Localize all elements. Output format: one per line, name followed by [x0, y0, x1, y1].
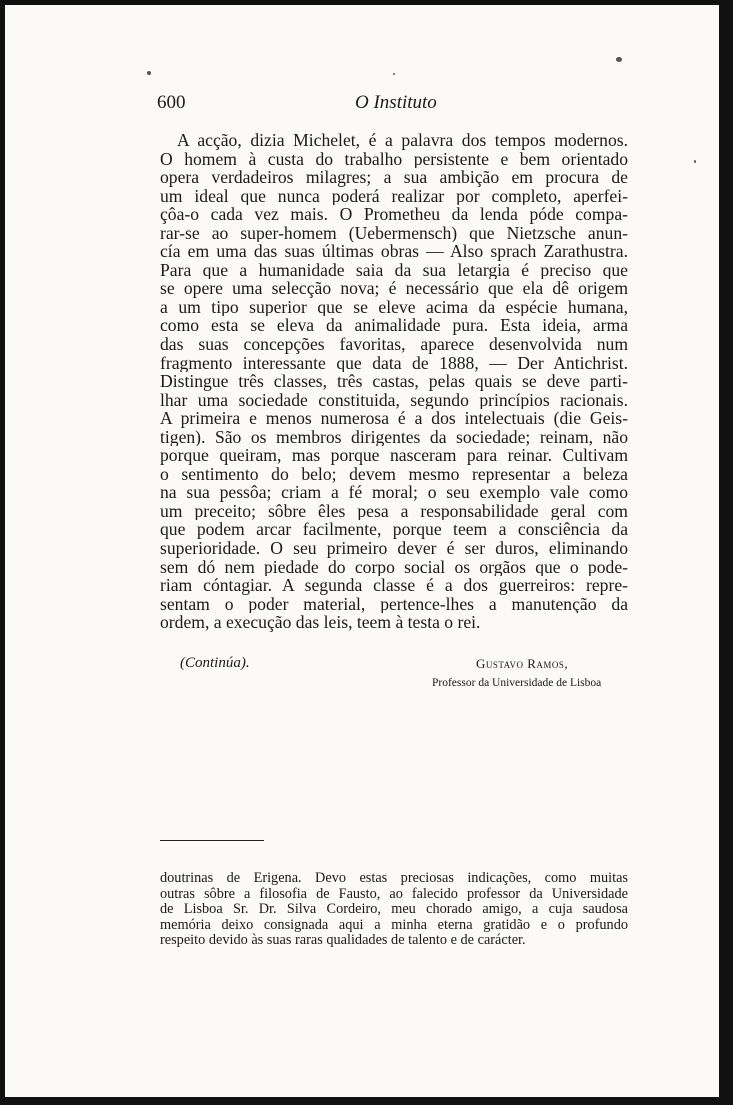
footnote	[160, 871, 628, 949]
text-line: superioridade. O seu primeiro dever é ser duros, eliminando	[160, 539, 628, 558]
text-line: das suas concepções favoritas, aparece desenvolvida num	[160, 335, 628, 354]
text-line: A primeira e menos numerosa é a dos intelectuais (die Geis-	[160, 409, 628, 428]
text-line: sem dó nem piedade do corpo social os orgãos que o pode-	[160, 557, 628, 577]
text-line: ordem, a execução das leis, teem à testa o rei.	[160, 613, 481, 632]
footnote-line: doutrinas de Erigena. Devo estas preciosas indicações, como muitas	[160, 871, 628, 886]
author-name: Gustavo Ramos,	[476, 656, 569, 671]
text-line: na sua pessôa; criam a fé moral; o seu exemplo vale como	[160, 483, 628, 502]
text-line: sentam o poder material, pertence-lhes a manutenção da	[160, 594, 628, 614]
scan-speck	[147, 71, 151, 75]
text-line: Distingue três classes, três castas, pelas quais se deve parti-	[160, 372, 628, 391]
text-line: tigen). São os membros dirigentes da sociedade; reinam, não	[160, 427, 628, 447]
text-line: Para que a humanidade saia da sua letargia é preciso que	[160, 260, 628, 280]
text-line: çôa-o cada vez mais. O Prometheu da lenda póde compa-	[160, 205, 628, 224]
text-line: um preceito; sôbre êles pesa a responsabilidade geral com	[160, 501, 628, 521]
scan-speck	[616, 57, 622, 62]
text-line: riam cóntagiar. A segunda classe é a dos guerreiros: repre-	[160, 576, 628, 595]
footnote-rule	[160, 840, 264, 841]
text-line: como esta se eleva da animalidade pura. Esta ideia, arma	[160, 316, 628, 336]
text-line: O homem à custa do trabalho persistente e bem orientado	[160, 149, 628, 169]
text-line: lhar uma sociedade constituida, segundo princípios racionais.	[160, 390, 628, 410]
text-line: um ideal que nunca poderá realizar por completo, aperfei-	[160, 186, 628, 206]
scan-speck	[393, 73, 395, 75]
footnote-line: outras sôbre a filosofia de Fausto, ao falecido professor da Universidade	[160, 886, 628, 902]
footnote-line: memória deixo consignada aqui a minha eterna gratidão e o profundo	[160, 917, 628, 933]
body-paragraph	[160, 131, 628, 632]
text-line: se opere uma selecção nova; é necessário que ela dê origem	[160, 279, 628, 298]
text-line: cía em uma das suas últimas obras — Also sprach Zarathustra.	[160, 242, 628, 261]
footnote-line: respeito devido às suas raras qualidades de talento e de carácter.	[160, 933, 526, 949]
running-title: O Instituto	[355, 92, 437, 113]
footnote-line: de Lisboa Sr. Dr. Silva Cordeiro, meu chorado amigo, a cuja saudosa	[160, 902, 628, 918]
signoff	[160, 655, 628, 695]
text-line: que podem arcar facilmente, porque teem a consciência da	[160, 520, 628, 540]
text-line: A acção, dizia Michelet, é a palavra dos tempos modernos.	[177, 131, 628, 150]
text-line: a um tipo superior que se eleve acima da espécie humana,	[160, 297, 628, 317]
page-number: 600	[157, 92, 186, 113]
text-line: fragmento interessante que data de 1888, — Der Antichrist.	[160, 353, 628, 373]
running-head	[157, 92, 627, 118]
continuation-note: (Continúa).	[180, 655, 250, 671]
scan-speck	[694, 160, 696, 163]
author-affiliation: Professor da Universidade de Lisboa	[432, 677, 602, 689]
text-line: porque queiram, mas porque nasceram para reinar. Cultivam	[160, 446, 628, 465]
text-line: opera verdadeiros milagres; a sua ambição em procura de	[160, 168, 628, 187]
text-line: rar-se ao super-homem (Uebermensch) que Nietzsche anun-	[160, 223, 628, 243]
text-line: o sentimento do belo; devem mesmo representar a beleza	[160, 464, 628, 484]
